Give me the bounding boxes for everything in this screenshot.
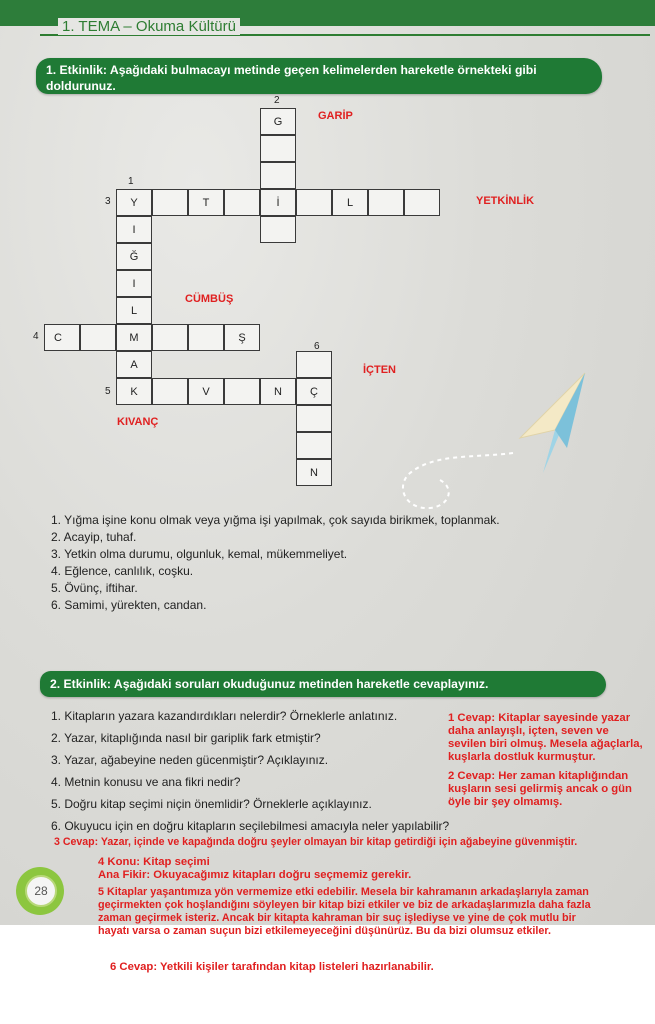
crossword-cell[interactable]: A (116, 351, 152, 378)
crossword-cell[interactable]: K (116, 378, 152, 405)
theme-title: 1. TEMA – Okuma Kültürü (58, 18, 240, 35)
answer-5: 5 Kitaplar yaşantımıza yön vermemize etki edebilir. Mesela bir kahramanın arkadaşlarıyla zaman geçirmekten çok hoşlandığını söyleyen bir kitap bizi etkiler ve biz de arkadaşlarımızla daha fazla zaman geçirmek isteriz. Ancak bir kitapta kahraman bir suç işlediyse ve yine de çok mutlu bir hayatı varsa o zaman suçun bizi etkilemeyeceğini düşünürüz. Bu da bizi olumsuz etkiler. (98, 886, 591, 937)
clue-number: 2 (274, 95, 280, 106)
crossword-cell[interactable] (260, 216, 296, 243)
crossword-cell[interactable]: Y (116, 189, 152, 216)
crossword-cell[interactable] (260, 162, 296, 189)
clue-item: 2. Acayip, tuhaf. (51, 530, 137, 544)
crossword-cell[interactable]: Ş (224, 324, 260, 351)
crossword-cell[interactable]: L (332, 189, 368, 216)
crossword-cell[interactable] (224, 378, 260, 405)
paper-plane-icon (515, 368, 595, 478)
crossword-cell[interactable]: C (44, 324, 80, 351)
activity2-title: 2. Etkinlik: Aşağıdaki soruları okuduğunuz metinden hareketle cevaplayınız. (40, 671, 606, 697)
crossword-cell[interactable] (152, 378, 188, 405)
crossword-cell[interactable]: İ (260, 189, 296, 216)
question-item: 3. Yazar, ağabeyine neden gücenmiştir? Açıklayınız. (51, 753, 329, 767)
answer-3: 3 Cevap: Yazar, içinde ve kapağında doğru şeyler olmayan bir kitap getirdiği için ağabeyine güvenmiştir. (54, 836, 578, 848)
question-item: 1. Kitapların yazara kazandırdıkları nelerdir? Örneklerle anlatınız. (51, 709, 398, 723)
crossword-cell[interactable]: V (188, 378, 224, 405)
crossword-cell[interactable] (296, 432, 332, 459)
clue-item: 4. Eğlence, canlılık, coşku. (51, 564, 194, 578)
crossword-cell[interactable]: G (260, 108, 296, 135)
crossword-cell[interactable] (296, 405, 332, 432)
answer-yetkinlik: YETKİNLİK (476, 195, 535, 207)
crossword-cell[interactable] (224, 189, 260, 216)
answer-1: 1 Cevap: Kitaplar sayesinde yazar daha anlayışlı, içten, seven ve sevilen biri olmuş. Mesela ağaçlarla, kuşlarla dostluk kurmuştur. (448, 712, 643, 763)
crossword-cell[interactable] (80, 324, 116, 351)
crossword-cell[interactable]: I (116, 216, 152, 243)
dashed-trail-decoration (395, 448, 515, 518)
clue-number: 5 (105, 386, 111, 397)
clue-item: 3. Yetkin olma durumu, olgunluk, kemal, mükemmeliyet. (51, 547, 348, 561)
crossword-cell[interactable]: L (116, 297, 152, 324)
answer-6: 6 Cevap: Yetkili kişiler tarafından kitap listeleri hazırlanabilir. (110, 961, 434, 973)
crossword-cell[interactable]: M (116, 324, 152, 351)
crossword-cell[interactable] (152, 189, 188, 216)
crossword-cell[interactable] (296, 351, 332, 378)
crossword-cell[interactable]: N (296, 459, 332, 486)
question-item: 5. Doğru kitap seçimi niçin önemlidir? Örneklerle açıklayınız. (51, 797, 372, 811)
answer-2: 2 Cevap: Her zaman kitaplığından kuşların sesi gelirmiş ancak o gün öyle bir şey olmamış. (448, 770, 632, 808)
question-item: 2. Yazar, kitaplığında nasıl bir gariplik fark etmiştir? (51, 731, 321, 745)
answer-garip: GARİP (318, 110, 353, 122)
crossword-cell[interactable]: N (260, 378, 296, 405)
crossword-cell[interactable] (404, 189, 440, 216)
answer-kivanc: KIVANÇ (117, 416, 159, 428)
crossword-cell[interactable]: T (188, 189, 224, 216)
crossword-cell[interactable] (188, 324, 224, 351)
clue-number: 4 (33, 331, 39, 342)
page-number-badge (16, 867, 64, 915)
crossword-cell[interactable]: Ğ (116, 243, 152, 270)
question-item: 4. Metnin konusu ve ana fikri nedir? (51, 775, 241, 789)
clue-item: 6. Samimi, yürekten, candan. (51, 598, 207, 612)
crossword-cell[interactable] (368, 189, 404, 216)
clue-item: 5. Övünç, iftihar. (51, 581, 138, 595)
clue-item: 1. Yığma işine konu olmak veya yığma işi yapılmak, çok sayıda birikmek, toplanmak. (51, 513, 500, 527)
answer-4: 4 Konu: Kitap seçimi Ana Fikir: Okuyacağımız kitapları doğru seçmemiz gerekir. (98, 856, 412, 881)
crossword-cell[interactable] (152, 324, 188, 351)
crossword-cell[interactable] (296, 189, 332, 216)
clue-number: 6 (314, 341, 320, 352)
crossword-cell[interactable] (260, 135, 296, 162)
crossword-cell[interactable]: Ç (296, 378, 332, 405)
crossword-cell[interactable]: I (116, 270, 152, 297)
page-number: 28 (25, 875, 57, 907)
answer-icten: İÇTEN (363, 364, 396, 376)
clue-number: 1 (128, 176, 134, 187)
question-item: 6. Okuyucu için en doğru kitapların seçilebilmesi amacıyla neler yapılabilir? (51, 819, 450, 833)
clue-number: 3 (105, 196, 111, 207)
clue-list (51, 512, 500, 614)
activity1-title: 1. Etkinlik: Aşağıdaki bulmacayı metinde geçen kelimelerden hareketle örnekteki gibi doldurunuz. (36, 58, 602, 94)
answer-cumbus: CÜMBÜŞ (185, 293, 234, 305)
